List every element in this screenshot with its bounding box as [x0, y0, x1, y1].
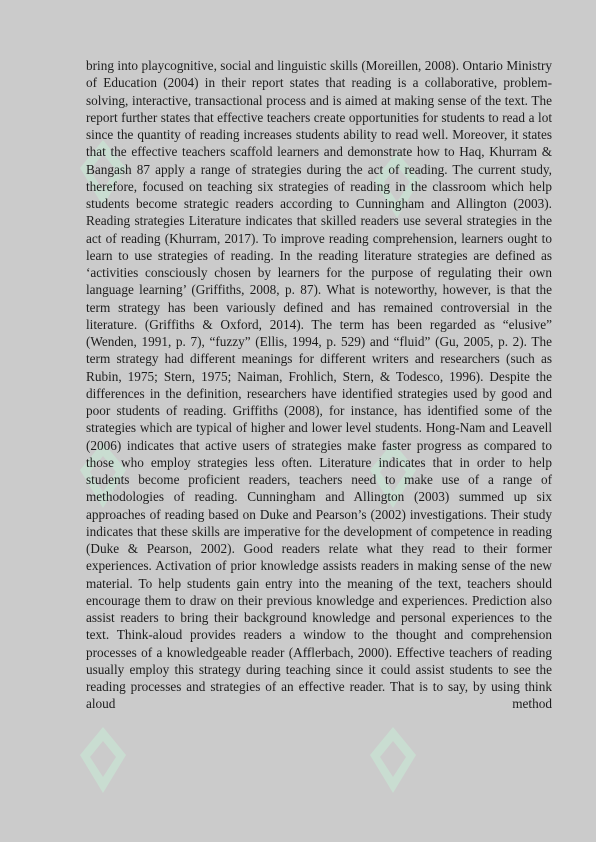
watermark-icon — [78, 725, 128, 795]
watermark-icon — [368, 725, 418, 795]
body-paragraph: bring into playcognitive, social and linguistic skills (Moreillen, 2008). Ontario Ministry of Education (2004) in their report states that reading is a collaborative, problem-solving, interactive, transactional process and is aimed at making sense of the text. The report further states that effective teachers create opportunities for students to read a lot since the quantity of reading increases students ability to read well. Moreover, it states that the effective teachers scaffold learners and demonstrate how to Haq, Khurram & Bangash 87 apply a range of strategies during the act of reading. The current study, therefore, focused on teaching six strategies of reading in the classroom which help students become strategic readers according to Cunningham and Allington (2003). Reading strategies Literature indicates that skilled readers use several strategies in the act of reading (Khurram, 2017). To improve reading comprehension, learners ought to learn to use strategies of reading. In the reading literature strategies are defined as ‘activities consciously chosen by learners for the purpose of regulating their own language learning’ (Griffiths, 2008, p. 87). What is noteworthy, however, is that the term strategy has been variously defined and has remained controversial in the literature. (Griffiths & Oxford, 2014). The term has been regarded as “elusive” (Wenden, 1991, p. 7), “fuzzy” (Ellis, 1994, p. 529) and “fluid” (Gu, 2005, p. 2). The term strategy had different meanings for different writers and researchers (such as Rubin, 1975; Stern, 1975; Naiman, Frohlich, Stern, & Todesco, 1996). Despite the differences in the definition, researchers have identified strategies used by good and poor students of reading. Griffiths (2008), for instance, has identified some of the strategies which are typical of higher and lower level students. Hong-Nam and Leavell (2006) indicates that active users of strategies make faster progress as compared to those who employ strategies less often. Literature indicates that in order to help students become proficient readers, teachers need to make use of a range of methodologies of reading. Cunningham and Allington (2003) summed up six approaches of reading based on Duke and Pearson’s (2002) investigations. Their study indicates that these skills are imperative for the development of competence in reading (Duke & Pearson, 2002). Good readers relate what they read to their former experiences. Activation of prior knowledge assists readers in making sense of the new material. To help students gain entry into the meaning of the text, teachers should encourage them to draw on their previous knowledge and experiences. Prediction also assist readers to bring their background knowledge and personal experiences to the text. Think-aloud provides readers a window to the thought and comprehension processes of a knowledgeable reader (Afflerbach, 2000). Effective teachers of reading usually employ this strategy during teaching since it could assist students to see the reading processes and strategies of an effective reader. That is to say, by using think aloud method — [86, 58, 552, 712]
